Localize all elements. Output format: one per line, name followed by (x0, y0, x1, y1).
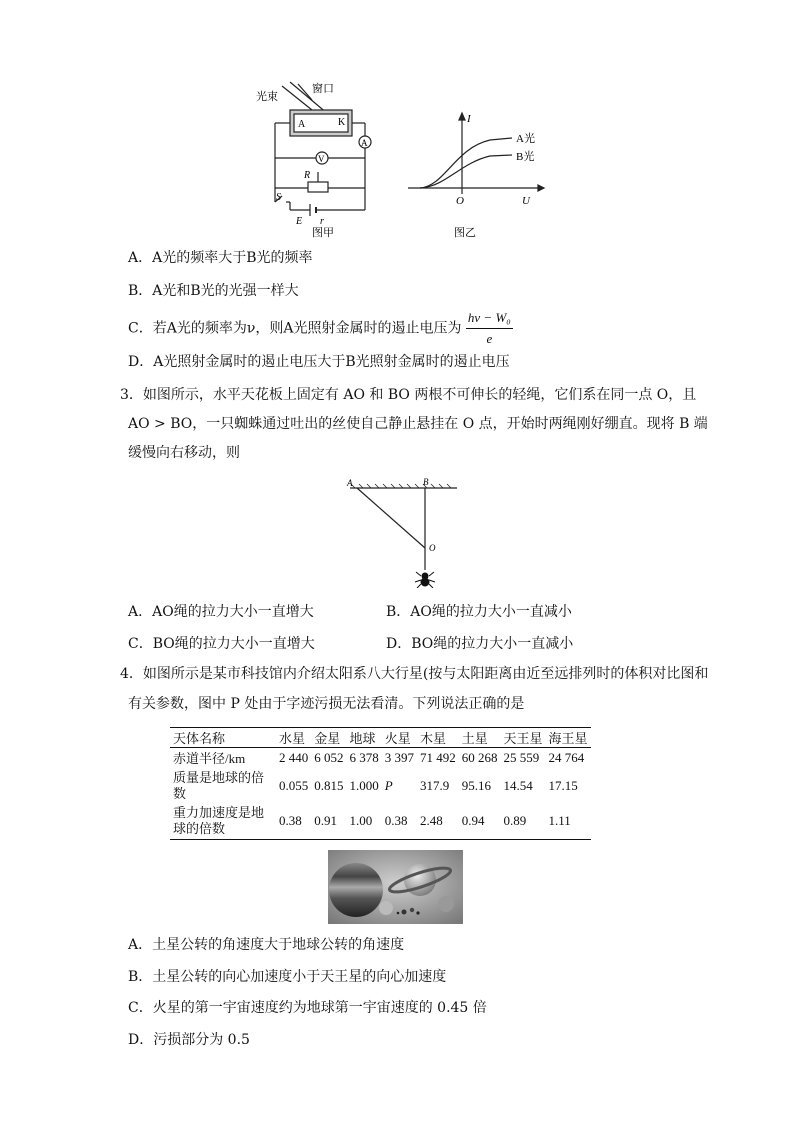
q3-option-d: D．BO绳的拉力大小一直减小 (386, 636, 574, 652)
circuit-figure (250, 78, 400, 238)
table-header-cell: 天王星 (503, 731, 543, 746)
table-cell: 24 764 (548, 749, 585, 765)
q2-option-c (128, 308, 513, 349)
table-row (170, 768, 591, 804)
label-beam: 光束 (256, 91, 278, 103)
q4-option-c: C．火星的第一宇宙速度约为地球第一宇宙速度的 0.45 倍 (128, 1000, 487, 1016)
table-cell: 0.89 (503, 813, 527, 829)
table-cell: 6 378 (349, 749, 379, 765)
table-header-cell: 土星 (461, 731, 488, 746)
table-cell: 60 268 (461, 749, 498, 765)
fraction-denominator: e (486, 331, 493, 346)
q4-option-a: A．土星公转的角速度大于地球公转的角速度 (128, 937, 405, 953)
voltmeter-icon: V (318, 154, 325, 164)
table-header-cell: 地球 (349, 731, 376, 746)
table-cell: 1.00 (349, 813, 373, 829)
q3-stem-line2: AO > BO，一只蜘蛛通过吐出的丝使自己静止悬挂在 O 点，开始时两绳刚好绷直。现将 B 端 (128, 416, 708, 432)
table-header-cell: 天体名称 (173, 731, 226, 746)
table-cell: 质量是地球的倍数 (173, 769, 265, 801)
point-a-label: A (347, 478, 353, 488)
mercury-icon (397, 912, 400, 915)
table-cell: 2 440 (279, 749, 309, 765)
table-cell: 95.16 (461, 777, 491, 793)
table-header-cell: 海王星 (548, 731, 588, 746)
table-cell: 2.48 (420, 813, 443, 829)
stopping-voltage-fraction (466, 308, 513, 349)
table-cell: 0.055 (279, 777, 309, 793)
table-cell: 317.9 (420, 777, 450, 793)
table-row (170, 804, 591, 840)
fraction-numerator: hν − W₀ (466, 308, 513, 329)
curve-b-label: B光 (516, 151, 535, 163)
table-cell: 0.815 (314, 777, 344, 793)
spider-figure (345, 476, 465, 588)
q4-option-d: D．污损部分为 0.5 (128, 1032, 250, 1048)
q3-option-a: A．AO绳的拉力大小一直增大 (128, 604, 314, 620)
q2-option-c-text: C．若A光的频率为ν，则A光照射金属时的遏止电压为 (128, 320, 462, 337)
table-cell: P (384, 777, 393, 793)
q3-option-c: C．BO绳的拉力大小一直增大 (128, 636, 315, 652)
label-switch: S (276, 192, 281, 203)
point-b-label: B (423, 477, 429, 487)
table-cell: 赤道半径/km (173, 751, 246, 767)
q3-stem-line3: 缓慢向右移动，则 (128, 445, 240, 461)
table-header-cell: 火星 (384, 731, 411, 746)
ammeter-icon: A (361, 138, 368, 148)
table-cell: 重力加速度是地球的倍数 (173, 805, 265, 837)
label-electrode-a: A (298, 119, 306, 130)
table-cell: 25 559 (503, 749, 540, 765)
table-header-row (170, 728, 591, 748)
neptune-icon (438, 896, 454, 912)
table-header-cell: 金星 (314, 731, 341, 746)
table-cell: 6 052 (314, 749, 344, 765)
curve-a-label: A光 (516, 133, 535, 145)
caption-right: 图乙 (454, 227, 476, 238)
q4-option-b: B．土星公转的向心加速度小于天王星的向心加速度 (128, 969, 447, 985)
q3-stem-line1: 3．如图所示，水平天花板上固定有 AO 和 BO 两根不可伸长的轻绳，它们系在同一点 O，且 (120, 387, 697, 403)
label-electrode-k: K (338, 117, 346, 128)
point-o-label: O (429, 543, 436, 553)
jupiter-icon (329, 863, 383, 917)
table-cell: 0.94 (461, 813, 485, 829)
q4-stem-line1: 4．如图所示是某市科技馆内介绍太阳系八大行星(按与太阳距离由近至远排列时的体积对比图和 (120, 666, 709, 682)
venus-icon (410, 908, 414, 912)
table-cell: 14.54 (503, 777, 533, 793)
table-cell: 1.11 (548, 813, 571, 829)
table-cell: 1.000 (349, 777, 379, 793)
table-cell: 0.38 (384, 813, 408, 829)
table-cell: 71 492 (420, 749, 456, 765)
planet-data-table (170, 727, 591, 840)
table-cell: 0.91 (314, 813, 337, 829)
uranus-icon (379, 901, 393, 915)
table-header-cell: 木星 (420, 731, 447, 746)
q4-stem-line2: 有关参数，图中 P 处由于字迹污损无法看清。下列说法正确的是 (128, 696, 525, 712)
table-cell: 0.38 (279, 813, 302, 829)
table-cell: 3 397 (384, 749, 414, 765)
label-emf: E (296, 216, 303, 227)
label-window: 窗口 (312, 83, 334, 95)
axis-label-i: I (467, 113, 471, 125)
caption-left: 图甲 (312, 227, 334, 238)
table-cell: 17.15 (548, 777, 578, 793)
q2-option-a: A．A光的频率大于B光的频率 (128, 250, 313, 266)
origin-label: O (456, 195, 464, 207)
q2-option-b: B．A光和B光的光强一样大 (128, 283, 299, 299)
q3-option-b: B．AO绳的拉力大小一直减小 (386, 604, 572, 620)
axis-label-u: U (522, 195, 530, 207)
label-internal-r: r (320, 216, 324, 227)
earth-icon (402, 910, 407, 915)
q2-option-d: D．A光照射金属时的遏止电压大于B光照射金属时的遏止电压 (128, 354, 510, 370)
mars-icon (416, 911, 419, 914)
table-header-cell: 水星 (279, 731, 306, 746)
planets-image (328, 850, 463, 924)
spider-icon (415, 572, 435, 588)
iu-graph (400, 108, 550, 238)
table-row (170, 748, 591, 768)
label-resistor: R (304, 170, 311, 181)
